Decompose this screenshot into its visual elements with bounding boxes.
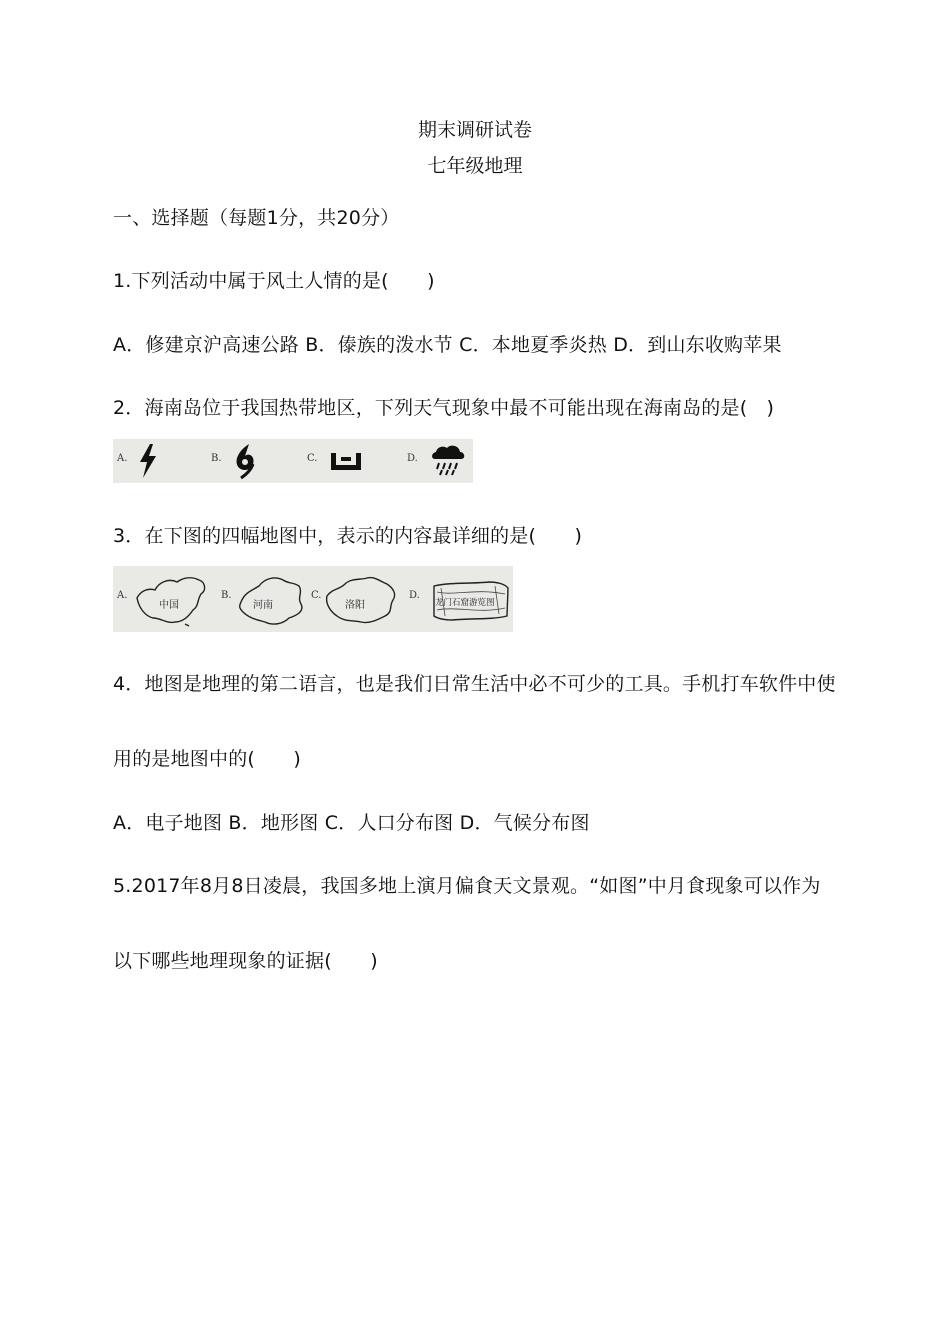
question-5-stem-line-2: 以下哪些地理现象的证据( ): [113, 950, 378, 972]
question-2-figure: [113, 439, 473, 483]
rain-cloud-icon: [429, 443, 467, 477]
sandstorm-icon: [329, 449, 363, 473]
question-4-stem-line-2: 用的是地图中的( ): [113, 748, 302, 770]
question-4-stem-line-1: 4．地图是地理的第二语言，也是我们日常生活中必不可少的工具。手机打车软件中使: [113, 673, 836, 695]
map-label-c: 洛阳: [345, 600, 365, 611]
option-label-a: A.: [117, 590, 128, 601]
question-5-stem-line-1: 5.2017年8月8日凌晨，我国多地上演月偏食天文景观。“如图”中月食现象可以作为: [113, 875, 821, 897]
lightning-icon: [137, 443, 159, 479]
page-subtitle: 七年级地理: [427, 155, 523, 177]
option-label-d: D.: [407, 453, 418, 464]
option-label-c: C.: [307, 453, 318, 464]
typhoon-icon: [233, 442, 257, 480]
map-label-d: 龙门石窟游览图: [435, 598, 495, 608]
question-4-options: A．电子地图 B．地形图 C．人口分布图 D．气候分布图: [113, 812, 590, 834]
map-label-b: 河南: [253, 600, 273, 611]
question-3-stem: 3．在下图的四幅地图中，表示的内容最详细的是( ): [113, 525, 583, 547]
question-1-options: A．修建京沪高速公路 B．傣族的泼水节 C．本地夏季炎热 D．到山东收购苹果: [113, 334, 782, 356]
option-label-b: B.: [221, 590, 232, 601]
section-heading: 一、选择题（每题1分，共20分）: [113, 207, 400, 229]
question-3-figure: [113, 566, 513, 632]
option-label-d: D.: [409, 590, 420, 601]
option-label-a: A.: [117, 453, 128, 464]
option-label-b: B.: [211, 453, 222, 464]
question-2-stem: 2．海南岛位于我国热带地区，下列天气现象中最不可能出现在海南岛的是( ): [113, 397, 775, 419]
page-title: 期末调研试卷: [417, 119, 532, 141]
question-1-stem: 1.下列活动中属于风土人情的是( ): [113, 270, 435, 292]
map-label-a: 中国: [159, 600, 179, 611]
option-label-c: C.: [311, 590, 322, 601]
